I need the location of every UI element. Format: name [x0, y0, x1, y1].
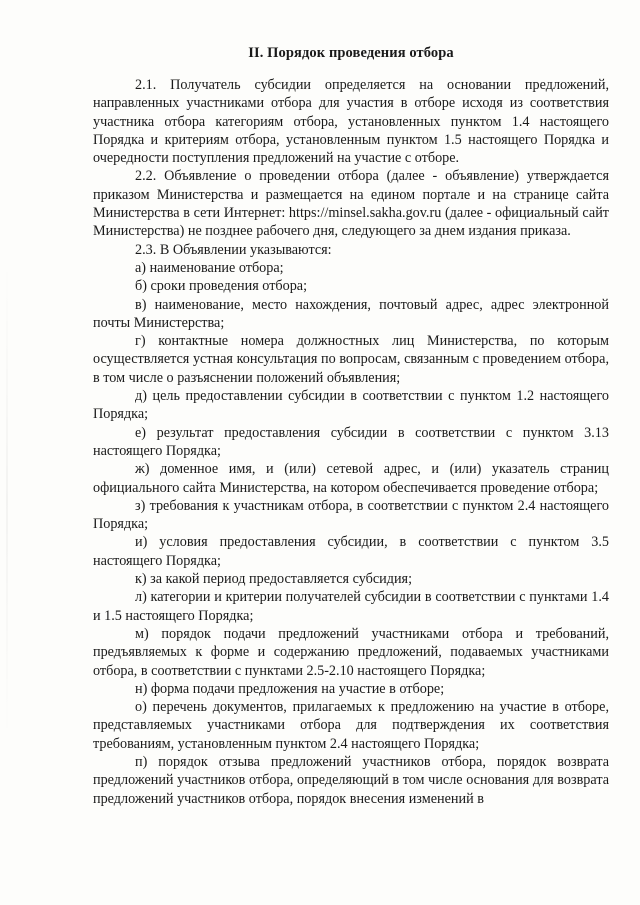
paragraph-2-3: 2.3. В Объявлении указываются:: [135, 241, 332, 258]
list-item-k: к) за какой период предоставляется субсидия;: [135, 571, 413, 588]
scan-edge-shadow: [6, 260, 8, 740]
list-item-m: м) порядок подачи предложений участниками отбора и требований, предъявляемых к форме и содержанию предложений, подаваемых участниками отбора, в соответствии с пунктами 2.5-2.10 настоящего Порядка;: [93, 625, 609, 679]
list-item-p: п) порядок отзыва предложений участников отбора, порядок возврата предложений участников отбора, определяющий в том числе основания для возврата предложений участников отбора, порядок внесения изменений в: [93, 753, 609, 807]
section-title: II. Порядок проведения отбора: [248, 45, 454, 61]
paragraph-2-2: 2.2. Объявление о проведении отбора (далее - объявление) утверждается приказом Министерства и размещается на едином портале и на странице сайта Министерства в сети Интернет: https://minsel.sakha.gov.ru (далее - официальный сайт Министерства) не позднее рабочего дня, следующего за днем издания приказа.: [93, 168, 609, 240]
list-item-n: н) форма подачи предложения на участие в отборе;: [135, 680, 445, 697]
list-item-d: д) цель предоставлении субсидии в соответствии с пунктом 1.2 настоящего Порядка;: [93, 388, 609, 423]
list-item-b: б) сроки проведения отбора;: [135, 278, 308, 295]
list-item-z: з) требования к участникам отбора, в соответствии с пунктом 2.4 настоящего Порядка;: [93, 497, 609, 533]
paragraph-2-1: 2.1. Получатель субсидии определяется на основании предложений, направленных участниками отбора для участия в отборе исходя из соответствия участника отбора категориям отбора, установленных пунктом 1.4 настоящего Порядка и критериям отбора, установленным пунктом 1.5 настоящего Порядка и очередности поступления предложений на участие с отборе.: [93, 77, 609, 167]
list-item-a: а) наименование отбора;: [135, 259, 284, 276]
list-item-g: г) контактные номера должностных лиц Министерства, по которым осуществляется устная консультация по вопросам, связанным с проведением отбора, в том числе о разъяснении положений объявления;: [93, 333, 609, 386]
list-item-o: о) перечень документов, прилагаемых к предложению на участие в отборе, представляемых участниками отбора для подтверждения их соответствия требованиям, установленным пунктом 2.4 настоящего Порядка;: [93, 699, 609, 752]
list-item-e: е) результат предоставления субсидии в соответствии с пунктом 3.13 настоящего Порядка;: [93, 424, 609, 459]
document-body: [93, 44, 609, 808]
list-item-v: в) наименование, место нахождения, почтовый адрес, адрес электронной почты Министерства;: [93, 296, 609, 331]
list-item-l: л) категории и критерии получателей субсидии в соответствии с пунктами 1.4 и 1.5 настоящего Порядка;: [93, 589, 609, 624]
list-item-zh: ж) доменное имя, и (или) сетевой адрес, и (или) указатель страниц официального сайта Министерства, на котором обеспечивается проведение отбора;: [93, 461, 609, 496]
list-item-i: и) условия предоставления субсидии, в соответствии с пунктом 3.5 настоящего Порядка;: [93, 534, 609, 569]
